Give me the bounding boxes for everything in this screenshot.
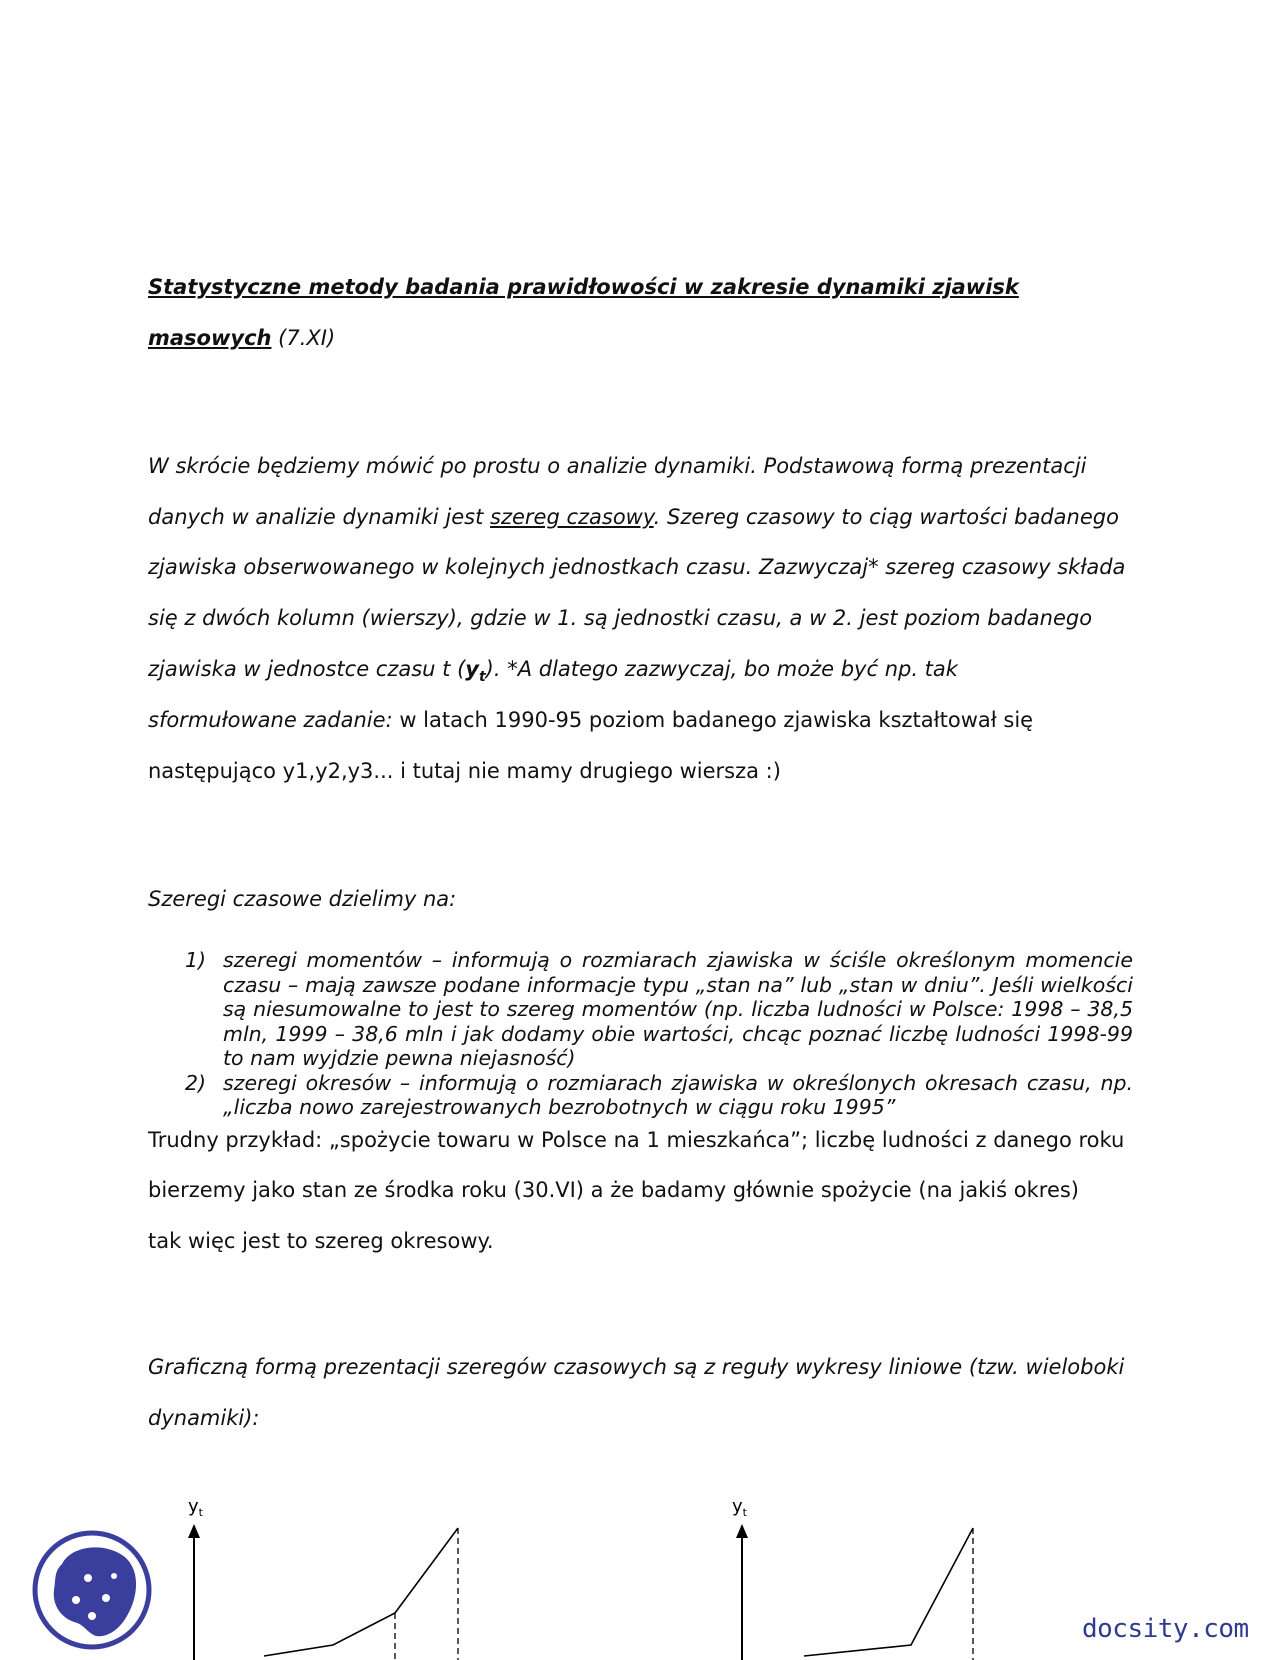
list-item-text: szeregi okresów – informują o rozmiarach zjawiska w określonych okresach czasu, np. „liczba nowo zarejestrowanych bezrobotnych w ciągu roku 1995” xyxy=(223,1070,1133,1119)
page-title: Statystyczne metody badania prawidłowości w zakresie dynamiki zjawisk xyxy=(148,275,1019,299)
intro-text: ). *A dlatego zazwyczaj, bo może być np. tak xyxy=(485,657,958,681)
graphic-line-1: Graficzną formą prezentacji szeregów czasowych są z reguły wykresy liniowe (tzw. wieloboki xyxy=(148,1355,1125,1379)
symbol-t: t xyxy=(478,669,486,686)
intro-text: zjawiska w jednostce czasu t ( xyxy=(148,657,466,681)
symbol-y: y xyxy=(465,657,479,681)
chart-axis-label: $y_t$ xyxy=(732,1496,747,1519)
intro-line-3: zjawiska obserwowanego w kolejnych jednostkach czasu. Zazwyczaj* szereg czasowy składa xyxy=(148,555,1126,579)
y-axis-arrow xyxy=(188,1524,200,1538)
docsity-brand-text[interactable]: docsity.com xyxy=(1082,1614,1249,1644)
page-title-cont: masowych xyxy=(148,326,272,350)
division-heading: Szeregi czasowe dzielimy na: xyxy=(148,887,457,911)
list-item xyxy=(185,948,1133,1071)
line-chart-2 xyxy=(716,1490,1016,1660)
intro-line-5 xyxy=(148,656,958,690)
intro-text: w latach 1990-95 poziom badanego zjawiska kształtował się xyxy=(392,708,1034,732)
intro-line-2 xyxy=(148,504,1119,530)
list-item xyxy=(185,1071,1133,1120)
list-item-number: 2) xyxy=(185,1070,207,1095)
example-line-3: tak więc jest to szereg okresowy. xyxy=(148,1229,494,1253)
term-szereg-czasowy: szereg czasowy xyxy=(490,505,654,529)
intro-line-7: następująco y1,y2,y3... i tutaj nie mamy drugiego wiersza :) xyxy=(148,759,781,783)
intro-text: danych w analizie dynamiki jest xyxy=(148,505,490,529)
chart-axis-label: $y_t$ xyxy=(188,1496,203,1519)
graphic-line-2: dynamiki): xyxy=(148,1406,260,1430)
list-item-number: 1) xyxy=(185,948,207,972)
example-line-2: bierzemy jako stan ze środka roku (30.VI) a że badamy głównie spożycie (na jakiś okres) xyxy=(148,1178,1079,1202)
example-line-1: Trudny przykład: „spożycie towaru w Polsce na 1 mieszkańca”; liczbę ludności z danego roku xyxy=(148,1128,1125,1152)
intro-text: . Szereg czasowy to ciąg wartości badanego xyxy=(653,505,1119,529)
division-list xyxy=(185,948,1133,1120)
intro-line-4: się z dwóch kolumn (wierszy), gdzie w 1. są jednostki czasu, a w 2. jest poziom badanego xyxy=(148,606,1093,630)
line-chart-1 xyxy=(170,1490,490,1660)
title-date: (7.XI) xyxy=(278,326,336,350)
page-title-line2 xyxy=(148,325,335,351)
y-axis-arrow xyxy=(736,1524,748,1538)
series-line xyxy=(804,1528,973,1656)
docsity-logo-icon xyxy=(30,1528,154,1652)
list-item-text: szeregi momentów – informują o rozmiarach zjawiska w ściśle określonym momencie czasu – mają zawsze podane informacje typu „stan na” lub „stan w dniu”. Jeśli wielkości są niesumowalne to jest to szereg momentów (np. liczba ludności w Polsce: 1998 – 38,5 mln, 1999 – 38,6 mln i jak dodamy obie wartości, chcąc poznać liczbę ludności 1998-99 to nam wyjdzie pewna niejasność) xyxy=(223,948,1133,1070)
intro-line-1: W skrócie będziemy mówić po prostu o analizie dynamiki. Podstawową formą prezentacji xyxy=(148,454,1087,478)
intro-text: sformułowane zadanie: xyxy=(148,708,393,732)
intro-line-6 xyxy=(148,707,1033,733)
series-line xyxy=(264,1528,458,1656)
